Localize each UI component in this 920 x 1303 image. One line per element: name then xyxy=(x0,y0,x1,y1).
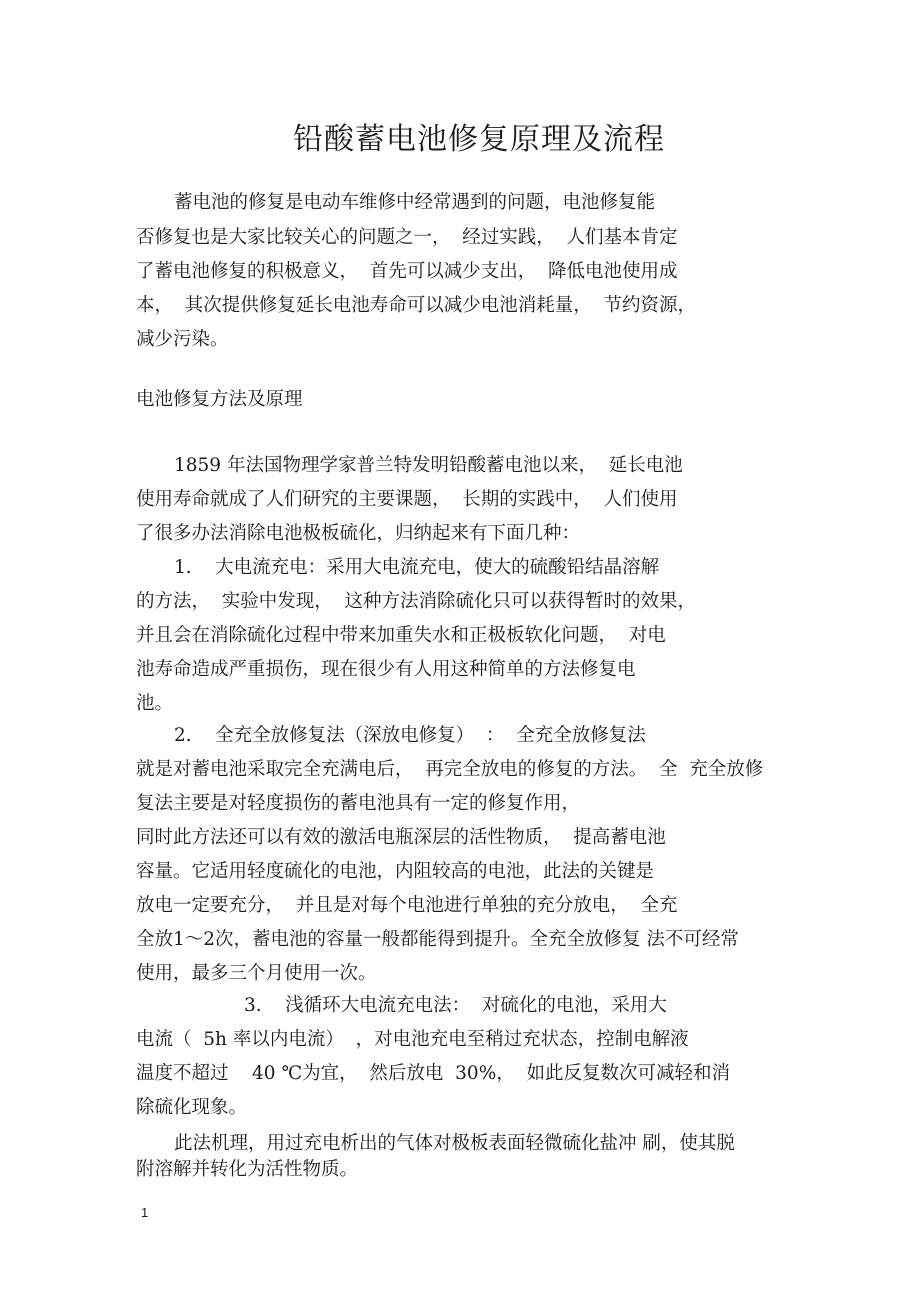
history-line: 使用寿命就成了人们研究的主要课题， 长期的实践中， 人们使用 xyxy=(136,489,678,510)
mechanism-line: 此法机理，用过充电析出的气体对极板表面轻微硫化盐冲 刷，使其脱 xyxy=(174,1133,735,1154)
method2-line: 使用，最多三个月使用一次。 xyxy=(136,963,377,984)
method2-line: 就是对蓄电池采取完全充满电后， 再完全放电的修复的方法。 全 充全放修 xyxy=(136,759,764,780)
method1-line: 1. 大电流充电：采用大电流充电，使大的硫酸铅结晶溶解 xyxy=(174,557,660,578)
mechanism-line: 附溶解并转化为活性物质。 xyxy=(136,1159,359,1180)
intro-line: 本， 其次提供修复延长电池寿命可以减少电池消耗量， 节约资源， xyxy=(136,295,697,316)
method2-line: 全放1～2次，蓄电池的容量一般都能得到提升。全充全放修复 法不可经常 xyxy=(136,929,739,950)
history-line: 1859 年法国物理学家普兰特发明铅酸蓄电池以来， 延长电池 xyxy=(174,455,683,476)
intro-line: 蓄电池的修复是电动车维修中经常遇到的问题，电池修复能 xyxy=(174,192,656,213)
method1-line: 并且会在消除硫化过程中带来加重失水和正极板软化问题， 对电 xyxy=(136,625,666,646)
method3-line: 温度不超过 40 ℃为宜， 然后放电 30%， 如此反复数次可减轻和消 xyxy=(136,1063,731,1084)
intro-line: 减少污染。 xyxy=(136,329,229,350)
method3-line: 除硫化现象。 xyxy=(136,1097,248,1118)
page-number: 1 xyxy=(141,1205,149,1220)
method2-line: 同时此方法还可以有效的激活电瓶深层的活性物质， 提高蓄电池 xyxy=(136,827,666,848)
method2-line: 2. 全充全放修复法（深放电修复） ： 全充全放修复法 xyxy=(174,725,646,746)
method2-line: 复法主要是对轻度损伤的蓄电池具有一定的修复作用， xyxy=(136,793,581,814)
document-title: 铅酸蓄电池修复原理及流程 xyxy=(293,122,665,157)
method3-line: 电流（ 5h 率以内电流） ，对电池充电至稍过充状态，控制电解液 xyxy=(136,1029,689,1050)
section-heading: 电池修复方法及原理 xyxy=(136,389,303,410)
intro-line: 了蓄电池修复的积极意义， 首先可以减少支出， 降低电池使用成 xyxy=(136,261,678,282)
method2-line: 放电一定要充分， 并且是对每个电池进行单独的充分放电， 全充 xyxy=(136,895,678,916)
method1-line: 的方法， 实验中发现， 这种方法消除硫化只可以获得暂时的效果， xyxy=(136,591,697,612)
method1-line: 池。 xyxy=(136,693,174,714)
history-line: 了很多办法消除电池极板硫化，归纳起来有下面几种： xyxy=(136,523,581,544)
method2-line: 容量。它适用轻度硫化的电池，内阻较高的电池，此法的关键是 xyxy=(136,861,655,882)
intro-line: 否修复也是大家比较关心的问题之一， 经过实践， 人们基本肯定 xyxy=(136,227,678,248)
method3-line: 3. 浅循环大电流充电法： 对硫化的电池，采用大 xyxy=(244,995,667,1016)
method1-line: 池寿命造成严重损伤，现在很少有人用这种简单的方法修复电 xyxy=(136,659,636,680)
